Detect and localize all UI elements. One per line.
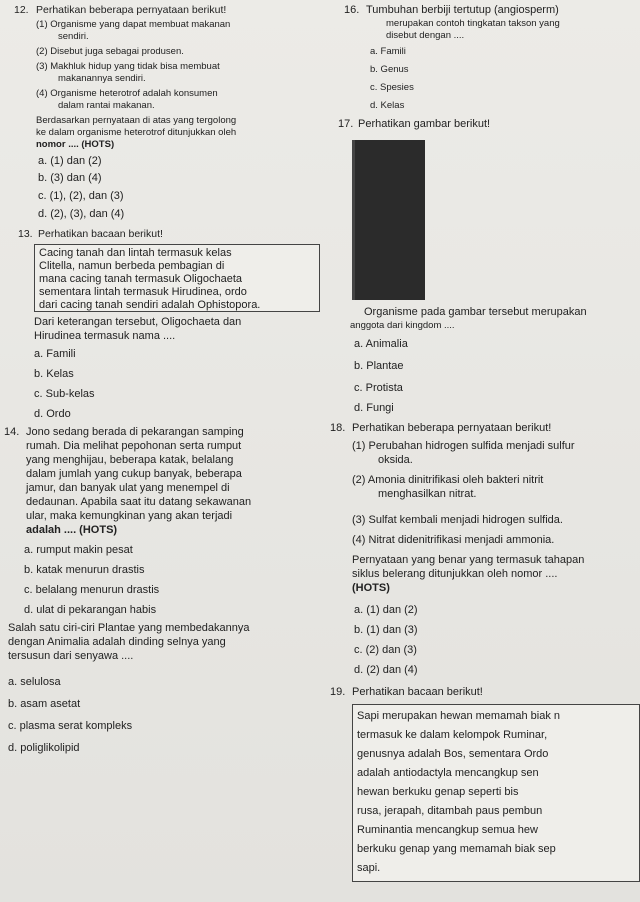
q19-box-line-8: berkuku genap yang memamah biak sep [357,843,556,855]
q18-option-b[interactable]: b. (1) dan (3) [354,624,418,636]
q12-statement-4b: dalam rantai makanan. [58,100,155,111]
q14-line-6: dedaunan. Apabila saat itu datang sekawanan [26,496,252,508]
q13-option-b[interactable]: b. Kelas [34,368,74,380]
q17-number: 17. [338,118,354,130]
q17-option-b[interactable]: b. Plantae [354,360,404,372]
q14-option-a[interactable]: a. rumput makin pesat [24,544,133,556]
q12-statement-2: (2) Disebut juga sebagai produsen. [36,46,184,57]
q14-line-2: rumah. Dia melihat pepohonan serta rumput [26,440,242,452]
q12-option-a[interactable]: a. (1) dan (2) [38,155,102,167]
q13-option-c[interactable]: c. Sub-kelas [34,388,95,400]
q13-stem: Perhatikan bacaan berikut! [38,228,163,240]
q14-option-c[interactable]: c. belalang menurun drastis [24,584,160,596]
q14-line-7: ular, maka kemungkinan yang akan terjadi [26,510,233,522]
q19-box-line-7: Ruminantia mencangkup semua hew [357,824,538,836]
q13-box-line-5: dari cacing tanah sendiri adalah Ophistopora. [39,299,261,311]
q12-question-3: nomor .... (HOTS) [36,139,115,150]
q14-line-8: adalah .... (HOTS) [26,524,118,536]
q19-box-line-4: adalah antiodactyla mencangkup sen [357,767,539,779]
q16-line-3: disebut dengan .... [386,30,465,41]
q12-question-2: ke dalam organisme heterotrof ditunjukkan oleh [36,127,237,138]
q14-line-5: jamur, dan banyak ulat yang menempel di [26,482,230,494]
q17-option-c[interactable]: c. Protista [354,382,403,394]
q17-option-a[interactable]: a. Animalia [354,338,408,350]
q16-line-1: Tumbuhan berbiji tertutup (angiosperm) [366,4,559,16]
q18-question-1: Pernyataan yang benar yang termasuk tahapan [352,554,585,566]
q19-box-line-9: sapi. [357,862,381,874]
q18-question-3: (HOTS) [352,582,390,594]
q19-stem: Perhatikan bacaan berikut! [352,686,483,698]
q18-option-c[interactable]: c. (2) dan (3) [354,644,417,656]
q12-option-b[interactable]: b. (3) dan (4) [38,172,102,184]
q18-statement-2b: menghasilkan nitrat. [378,488,477,500]
q14-line-4: dalam jumlah yang cukup banyak, beberapa [26,468,242,480]
q18-question-2: siklus belerang ditunjukkan oleh nomor .... [352,568,558,580]
q13-option-d[interactable]: d. Ordo [34,408,71,420]
q17-question-1: Organisme pada gambar tersebut merupakan [364,306,587,318]
q19-box-line-2: termasuk ke dalam kelompok Ruminar, [357,729,548,741]
q18-statement-2: (2) Amonia dinitrifikasi oleh bakteri nitrit [352,474,544,486]
q15-line-1: Salah satu ciri-ciri Plantae yang membedakannya [8,622,250,634]
q14-line-1: Jono sedang berada di pekarangan samping [26,426,244,438]
q12-stem: Perhatikan beberapa pernyataan berikut! [36,4,227,16]
q16-line-2: merupakan contoh tingkatan takson yang [386,18,560,29]
q14-line-3: yang menghijau, beberapa katak, belalang [26,454,234,466]
q18-option-a[interactable]: a. (1) dan (2) [354,604,418,616]
q12-statement-3: (3) Makhluk hidup yang tidak bisa membuat [36,61,220,72]
q18-statement-1b: oksida. [378,454,413,466]
q18-number: 18. [330,422,346,434]
q19-box-line-3: genusnya adalah Bos, sementara Ordo [357,748,549,760]
q12-question-1: Berdasarkan pernyataan di atas yang tergolong [36,115,237,126]
q17-organism-image [352,140,425,300]
q16-number: 16. [344,4,360,16]
q12-option-c[interactable]: c. (1), (2), dan (3) [38,190,124,202]
q13-number: 13. [18,228,33,240]
q12-number: 12. [14,4,29,16]
q12-statement-4: (4) Organisme heterotrof adalah konsumen [36,88,218,99]
q18-statement-4: (4) Nitrat didenitrifikasi menjadi ammonia. [352,534,555,546]
q18-statement-1: (1) Perubahan hidrogen sulfida menjadi sulfur [352,440,575,452]
q18-statement-3: (3) Sulfat kembali menjadi hidrogen sulfida. [352,514,563,526]
q12-statement-1: (1) Organisme yang dapat membuat makanan [36,19,231,30]
q17-question-2: anggota dari kingdom .... [350,320,455,331]
q13-box-line-4: sementara lintah termasuk Hirudinea, ordo [39,286,247,298]
q18-option-d[interactable]: d. (2) dan (4) [354,664,418,676]
q14-number: 14. [4,426,20,438]
q15-option-c[interactable]: c. plasma serat kompleks [8,720,133,732]
q13-box-line-3: mana cacing tanah termasuk Oligochaeta [39,273,243,285]
q19-box-line-1: Sapi merupakan hewan memamah biak n [357,710,561,722]
q19-box-line-5: hewan berkuku genap seperti bis [357,786,519,798]
q15-option-b[interactable]: b. asam asetat [8,698,81,710]
q13-box-line-1: Cacing tanah dan lintah termasuk kelas [39,247,232,259]
q16-option-d[interactable]: d. Kelas [370,100,405,111]
q13-reading-box [34,244,320,312]
q15-line-2: dengan Animalia adalah dinding selnya yang [8,636,226,648]
q13-option-a[interactable]: a. Famili [34,348,76,360]
q19-number: 19. [330,686,346,698]
q18-stem: Perhatikan beberapa pernyataan berikut! [352,422,552,434]
q17-option-d[interactable]: d. Fungi [354,402,394,414]
q15-option-d[interactable]: d. poliglikolipid [8,742,80,754]
q13-question-2: Hirudinea termasuk nama .... [34,330,176,342]
q17-stem: Perhatikan gambar berikut! [358,118,491,130]
q14-option-d[interactable]: d. ulat di pekarangan habis [24,604,157,616]
q15-line-3: tersusun dari senyawa .... [8,650,134,662]
q12-statement-3b: makanannya sendiri. [58,73,146,84]
q12-statement-1b: sendiri. [58,31,89,42]
q16-option-b[interactable]: b. Genus [370,64,409,75]
q12-option-d[interactable]: d. (2), (3), dan (4) [38,208,125,220]
q19-box-line-6: rusa, jerapah, ditambah paus pembun [357,805,543,817]
q13-question-1: Dari keterangan tersebut, Oligochaeta dan [34,316,242,328]
q16-option-a[interactable]: a. Famili [370,46,406,57]
q13-box-line-2: Clitella, namun berbeda pembagian di [39,260,225,272]
q15-option-a[interactable]: a. selulosa [8,676,61,688]
q19-reading-box [352,704,640,882]
q16-option-c[interactable]: c. Spesies [370,82,414,93]
q14-option-b[interactable]: b. katak menurun drastis [24,564,145,576]
